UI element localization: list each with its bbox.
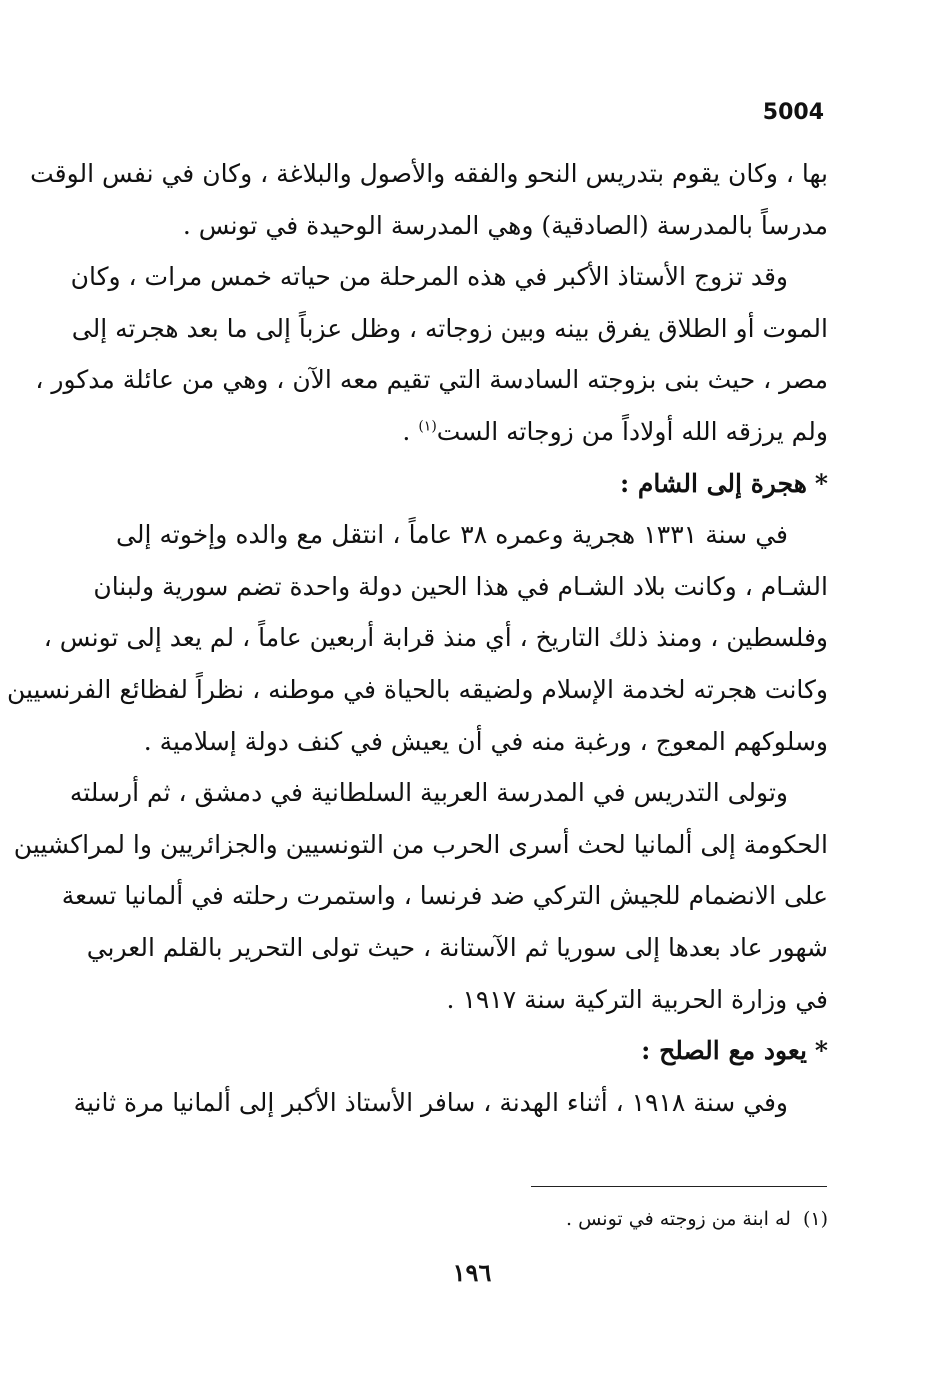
- heading-star-icon: *: [814, 1036, 828, 1066]
- text-line: وقد تزوج الأستاذ الأكبر في هذه المرحلة من حياته خمس مرات ، وكان: [70, 262, 788, 292]
- text-line: وكانت هجرته لخدمة الإسلام ولضيقه بالحياة في موطنه ، نظراً لفظائع الفرنسيين: [6, 674, 828, 704]
- text-line: على الانضمام للجيش التركي ضد فرنسا ، واستمرت رحلته في ألمانيا تسعة: [61, 881, 828, 911]
- footnote-reference: (١): [418, 418, 437, 435]
- text-line: الحكومة إلى ألمانيا لحث أسرى الحرب من التونسيين والجزائريين وا لمراكشيين: [13, 829, 828, 859]
- text-line: مصر ، حيث بنى بزوجته السادسة التي تقيم معه الآن ، وهي من عائلة مدكور ،: [35, 365, 828, 395]
- section-heading-hijra: [116, 458, 828, 510]
- text-line: الشـام ، وكانت بلاد الشـام في هذا الحين دولة واحدة تضم سورية ولبنان: [93, 571, 828, 601]
- text-line: وفي سنة ١٩١٨ ، أثناء الهدنة ، سافر الأستاذ الأكبر إلى ألمانيا مرة ثانية: [73, 1087, 788, 1117]
- page-footer-number: ١٩٦: [452, 1258, 492, 1287]
- text-line: وفلسطين ، ومنذ ذلك التاريخ ، أي منذ قرابة أربعين عاماً ، لم يعد إلى تونس ،: [43, 623, 828, 653]
- text-line: الموت أو الطلاق يفرق بينه وبين زوجاته ، وظل عزباً إلى ما بعد هجرته إلى: [71, 313, 828, 343]
- body-text: [6, 148, 828, 1128]
- text-line: في سنة ١٣٣١ هجرية وعمره ٣٨ عاماً ، انتقل مع والده وإخوته إلى: [116, 520, 789, 550]
- text-line: ولم يرزقه الله أولاداً من زوجاته الست: [436, 416, 828, 446]
- heading-star-icon: *: [814, 468, 828, 498]
- text-line: وسلوكهم المعوج ، ورغبة منه في أن يعيش في كنف دولة إسلامية .: [143, 726, 828, 756]
- text-line: بها ، وكان يقوم بتدريس النحو والفقه والأصول والبلاغة ، وكان في نفس الوقت: [30, 159, 828, 188]
- footnote: [566, 1205, 828, 1233]
- text-line: في وزارة الحربية التركية سنة ١٩١٧ .: [446, 984, 828, 1014]
- section-heading-text: يعود مع الصلح :: [641, 1036, 807, 1066]
- section-heading-sulh: [116, 1025, 828, 1077]
- section-heading-text: هجرة إلى الشام :: [620, 468, 807, 498]
- text-line-with-footnote: ولم يرزقه الله أولاداً من زوجاته الست$^{(١)}$ .: [402, 416, 828, 446]
- footnote-divider: [531, 1186, 827, 1187]
- text-line: مدرساً بالمدرسة (الصادقية) وهي المدرسة الوحيدة في تونس .: [182, 210, 828, 240]
- footnote-number: (١): [802, 1208, 828, 1230]
- footnote-text: له ابنة من زوجته في تونس .: [566, 1208, 791, 1230]
- text-line: شهور عاد بعدها إلى سوريا ثم الآستانة ، حيث تولى التحرير بالقلم العربي: [86, 932, 828, 962]
- text-line: وتولى التدريس في المدرسة العربية السلطانية في دمشق ، ثم أرسلته: [69, 778, 788, 808]
- page-header-number: 5004: [762, 100, 824, 125]
